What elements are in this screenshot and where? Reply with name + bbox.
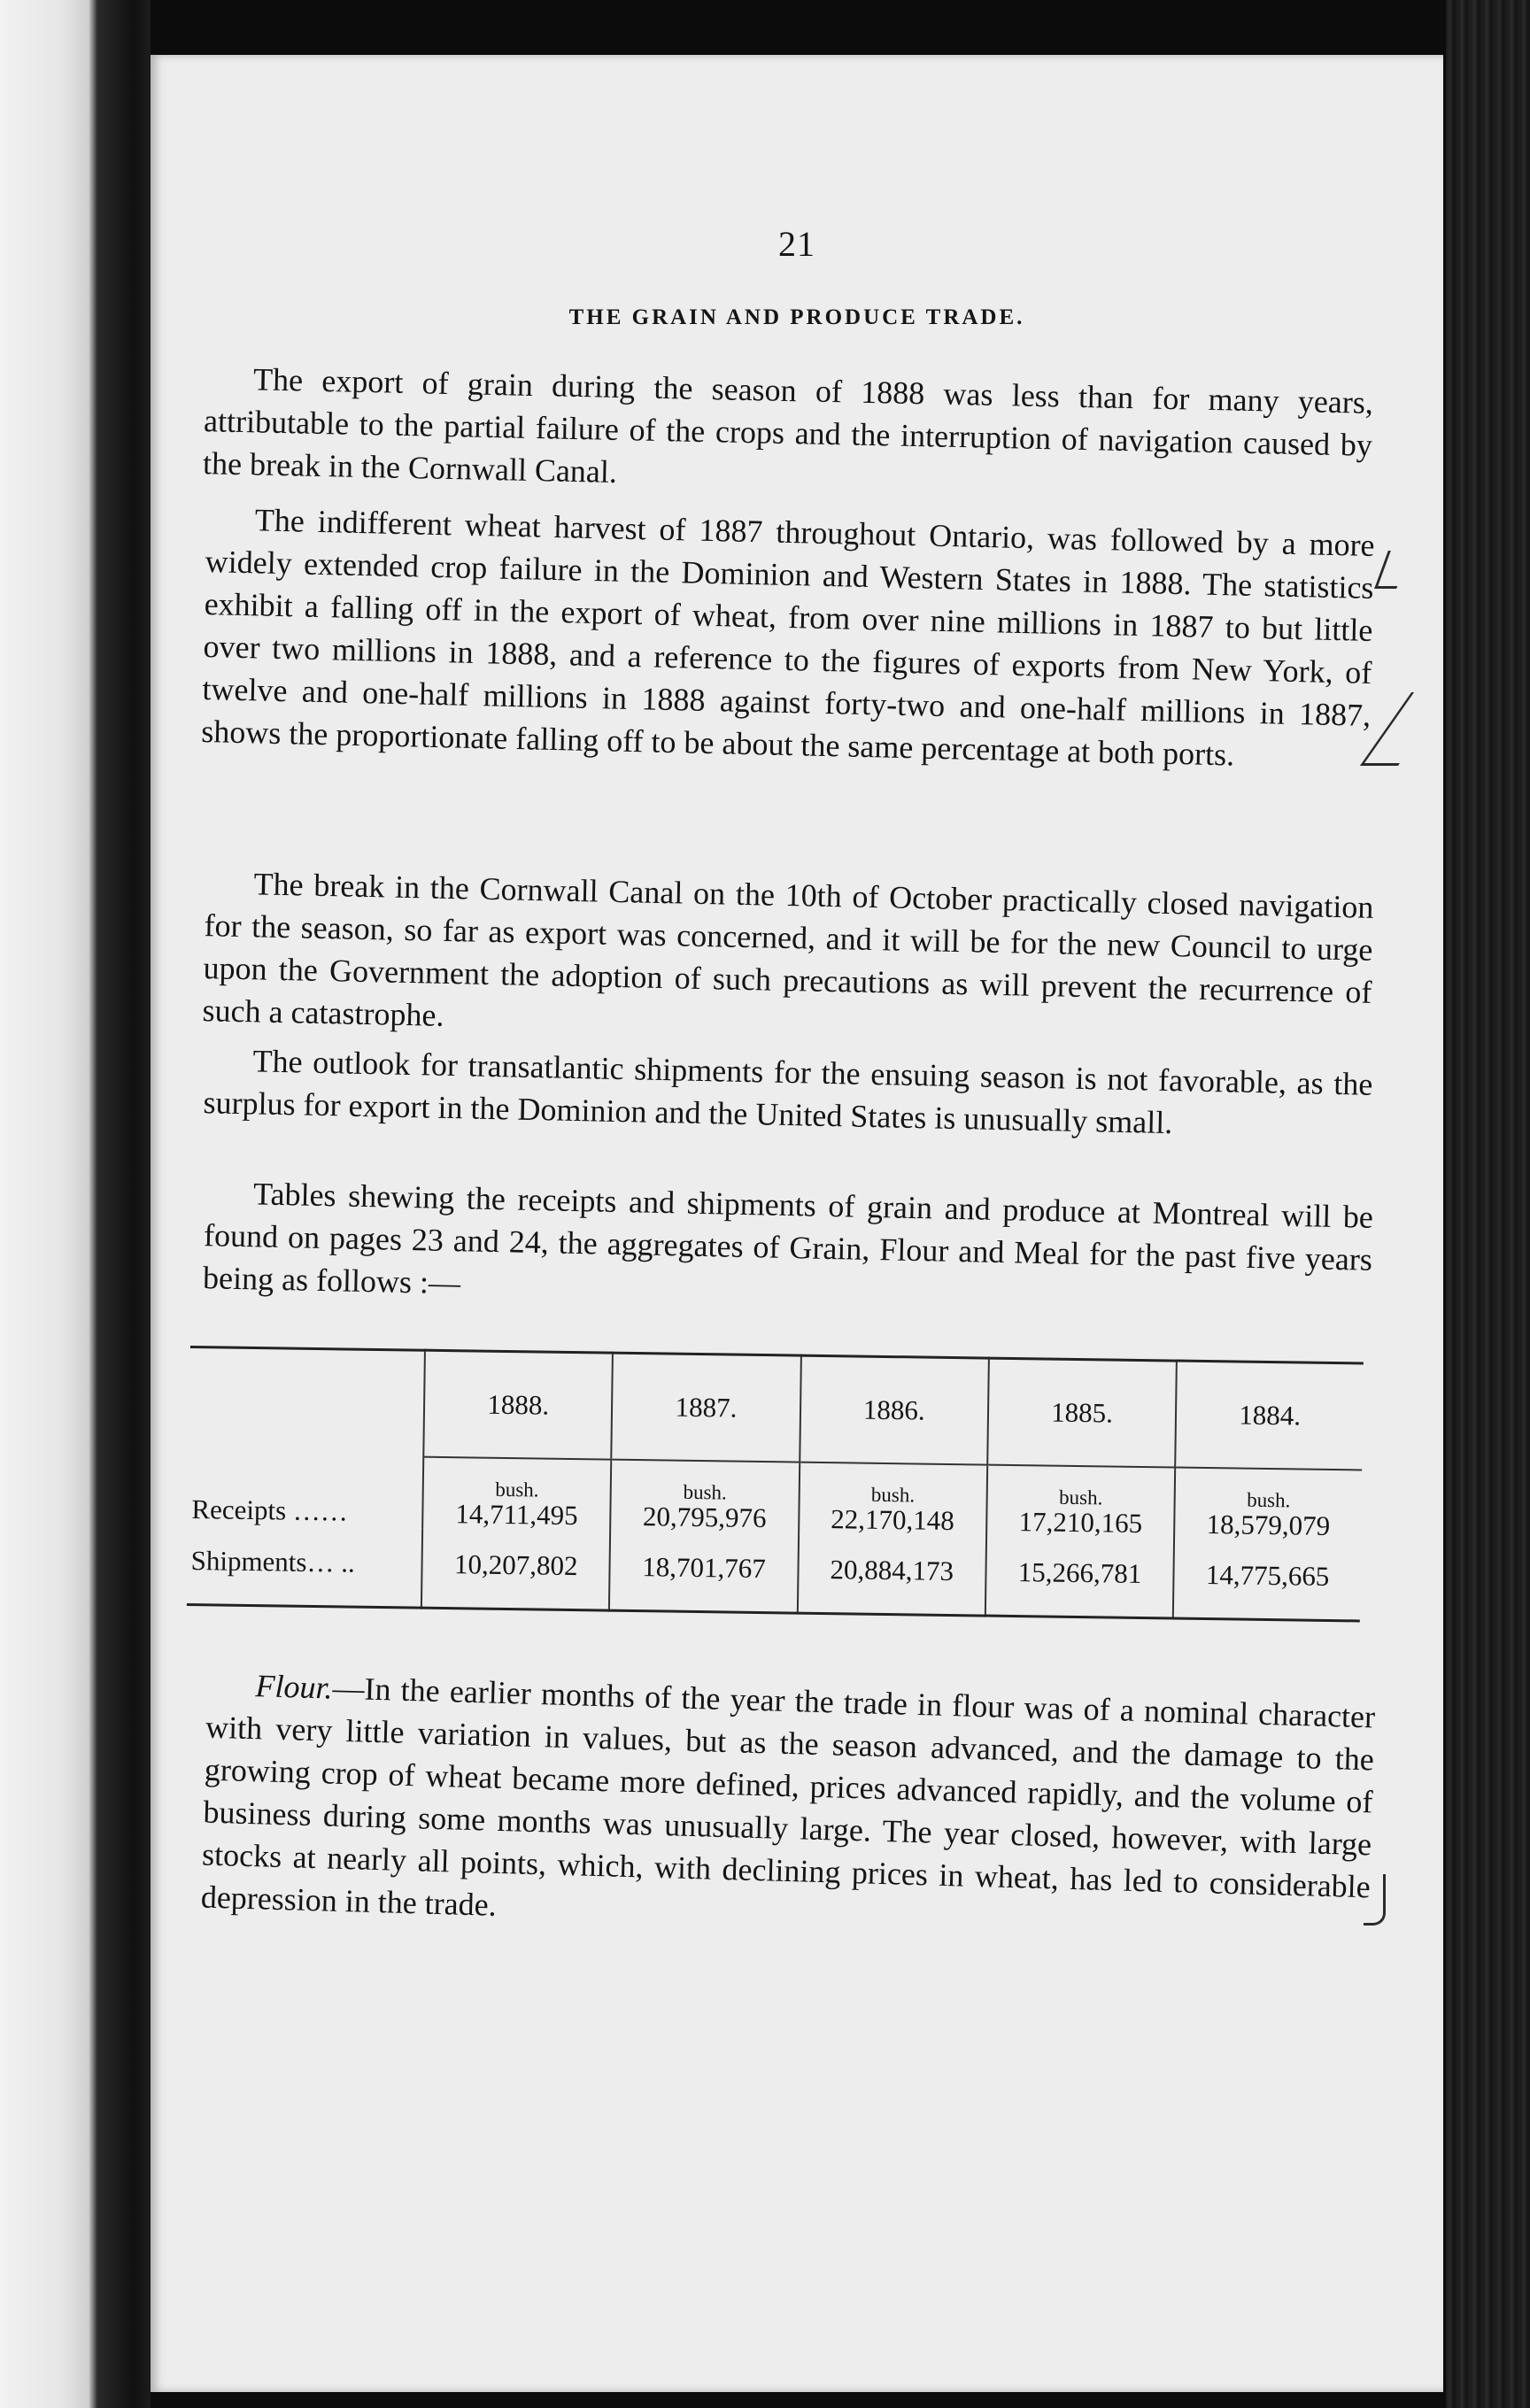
- paragraph-text: The export of grain during the season of 1888 was less than for many years, attributable to the partial failure of the crops and the interruption of navigation caused by the break in the Cornwall Canal.: [202, 361, 1374, 490]
- cell-value: 20,795,976: [642, 1501, 767, 1534]
- table-cell: [986, 1465, 1175, 1540]
- document-page: [151, 55, 1443, 2392]
- unit-label: bush.: [495, 1478, 539, 1501]
- paragraph-text: The outlook for transatlantic shipments for the ensuing season is not favorable, as the surplus for export in the Dominion and the United States is unusually small.: [203, 1043, 1373, 1141]
- year-header-1886: 1886.: [800, 1355, 989, 1464]
- unit-label: bush.: [870, 1483, 916, 1507]
- paragraph-wheat-harvest: [201, 498, 1375, 779]
- row-label: Receipts ……: [191, 1493, 349, 1527]
- year-header-1888: 1888.: [423, 1350, 613, 1459]
- year-header-1887: 1887.: [612, 1353, 801, 1462]
- flour-text: —In the earlier months of the year the trade in flour was of a nominal character with very little variation in values, but as the season advanced, and the damage to the growing crop of wheat became more defined, prices advanced rapidly, and the volume of business during some months was unusually large. The year closed, however, with large stocks at nearly all points, which, with declining prices in wheat, has led to considerable depression in the trade.: [200, 1670, 1376, 1923]
- flour-label: Flour.: [255, 1668, 334, 1706]
- unit-label: bush.: [683, 1480, 727, 1504]
- row-label: Shipments… ..: [190, 1545, 355, 1578]
- grain-aggregates-table: [187, 1346, 1364, 1622]
- page-number: 21: [778, 224, 815, 264]
- paragraph-tables-intro: [203, 1171, 1374, 1324]
- pencil-check-mark: [1364, 1874, 1386, 1926]
- paragraph-text: [200, 1663, 1376, 1951]
- cell-value: 14,775,665: [1173, 1540, 1361, 1621]
- paragraph-text: The indifferent wheat harvest of 1887 throughout Ontario, was followed by a more widely extended crop failure in the Dominion and Western States in 1888. The statistics exhibit a falling off in the export of wheat, from over nine millions in 1887 to but little over two millions in 1888, and a reference to the figures of exports from New York, of twelve and one-half millions in 1888 against forty-two and one-half millions in 1887, shows the proportionate falling off to be about the same percentage at both ports.: [200, 502, 1376, 773]
- table-header-row: [189, 1347, 1364, 1470]
- pencil-check-mark: [1360, 692, 1449, 766]
- table-cell: [422, 1457, 611, 1532]
- table-cell: [1174, 1468, 1362, 1542]
- paragraph-outlook: [203, 1038, 1373, 1148]
- cell-value: 18,579,079: [1206, 1509, 1331, 1541]
- table-cell: [610, 1460, 799, 1534]
- table-cell: [799, 1463, 987, 1537]
- unit-label: bush.: [1246, 1488, 1291, 1512]
- cell-value: 15,266,781: [985, 1537, 1175, 1618]
- year-header-1885: 1885.: [987, 1358, 1177, 1467]
- cell-value: 10,207,802: [421, 1529, 611, 1610]
- paragraph-text: The break in the Cornwall Canal on the 10th of October practically closed navigation for the season, so far as export was concerned, and it will be for the new Council to urge upon the Government the adoption of such precautions as will prevent the recurrence of such a catastrophe.: [202, 866, 1374, 1033]
- cell-value: 20,884,173: [797, 1534, 986, 1616]
- unit-label: bush.: [1058, 1486, 1103, 1509]
- book-binding: [0, 0, 151, 2408]
- page-edges: [1446, 0, 1530, 2408]
- cell-value: 18,701,767: [609, 1532, 799, 1613]
- section-heading: THE GRAIN AND PRODUCE TRADE.: [568, 305, 1025, 329]
- year-header-1884: 1884.: [1175, 1361, 1363, 1470]
- cell-value: 22,170,148: [831, 1503, 955, 1537]
- table-row-shipments: [187, 1525, 1361, 1621]
- aggregates-table: [187, 1346, 1364, 1622]
- paragraph-flour: [200, 1663, 1376, 1951]
- pencil-check-mark: [1374, 551, 1410, 589]
- cell-value: 17,210,165: [1018, 1506, 1143, 1540]
- cell-value: 14,711,495: [455, 1498, 578, 1532]
- paragraph-cornwall-canal: [202, 861, 1374, 1056]
- paragraph-export-of-grain: [203, 357, 1374, 509]
- table-corner-cell: [189, 1347, 425, 1456]
- paragraph-text: Tables shewing the receipts and shipments of grain and produce at Montreal will be found on pages 23 and 24, the aggregates of Grain, Flour and Meal for the past five years being as follows :—: [202, 1176, 1374, 1301]
